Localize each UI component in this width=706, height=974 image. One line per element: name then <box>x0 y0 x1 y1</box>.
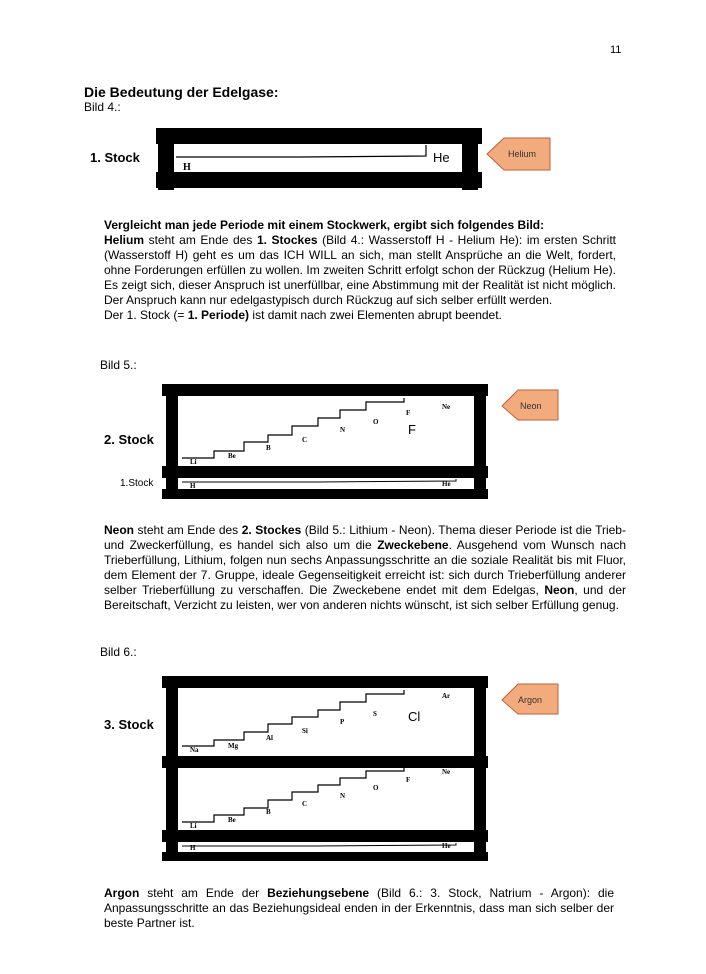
figure-5-caption: Bild 5.: <box>100 358 137 372</box>
fig5-big-F: F <box>408 422 416 437</box>
fig5-element-O: O <box>373 418 379 426</box>
fig6-element-Ar: Ar <box>442 692 451 700</box>
fig5-element-F: F <box>406 409 411 417</box>
fig6-element-B: B <box>266 808 271 816</box>
fig6-element-O: O <box>373 784 379 792</box>
section-heading: Die Bedeutung der Edelgase: <box>84 84 279 100</box>
fig6-element-P: P <box>340 718 345 726</box>
fig5-element-Li: Li <box>190 458 197 466</box>
figure-4-stock-label: 1. Stock <box>90 150 140 165</box>
fig6-element-Ne: Ne <box>442 768 451 776</box>
fig5-neon-arrow-icon <box>502 390 558 420</box>
fig5-element-He: He <box>442 480 451 488</box>
figure-6-caption: Bild 6.: <box>100 645 137 659</box>
paragraph-3: Argon steht am Ende der Beziehungsebene (Bild 6.: 3. Stock, Natrium - Argon): die Anpassungsschritte an das Beziehungsideal enden in der Erkenntnis, dass man sich selber der beste Partner ist. <box>104 886 615 930</box>
fig5-element-H: H <box>190 482 196 490</box>
fig6-argon-arrow-icon <box>502 684 558 714</box>
fig5-staircase <box>182 398 404 458</box>
paragraph-1-lead: Vergleicht man jede Periode mit einem Stockwerk, ergibt sich folgendes Bild: <box>104 218 545 232</box>
fig5-element-N: N <box>340 426 346 434</box>
fig4-top-beam <box>156 128 482 144</box>
svg-text:Neon: Neon <box>520 401 542 411</box>
svg-text:Helium: Helium <box>508 149 537 159</box>
fig5-element-Be: Be <box>228 452 236 460</box>
fig6-element-He: He <box>442 842 451 850</box>
fig6-middle-staircase <box>182 768 404 822</box>
fig4-helium-arrow-icon <box>487 138 550 170</box>
figure-4-diagram <box>150 124 560 200</box>
fig6-upper-staircase <box>182 690 404 746</box>
paragraph-1: Vergleicht man jede Periode mit einem Stockwerk, ergibt sich folgendes Bild: Helium steht am Ende des 1. Stockes (Bild 4.: Wasserstoff H - Helium He): im ersten Schritt (Wasserstoff H) geht es um das ICH WILL an sich, man stellt Ansprüche an die Welt, fordert, ohne Forderungen erfüllen zu wollen. Im zweiten Schritt erfolgt schon der Rückzug (Helium He). Es zeigt sich, dieser Anspruch ist unerfüllbar, eine Abstimmung mit der Realität ist nicht möglich. Der Anspruch kann nur edelgastypisch durch Rückzug auf sich selber erfüllt werden. Der 1. Stock (= 1. Periode) ist damit nach zwei Elementen abrupt beendet. <box>104 218 616 322</box>
figure-5-stock-label: 2. Stock <box>104 432 154 447</box>
fig5-element-B: B <box>266 444 271 452</box>
figure-5-diagram <box>156 376 576 500</box>
fig6-element-Si: Si <box>302 727 308 735</box>
fig4-right-post <box>462 128 478 190</box>
fig6-element-H: H <box>190 844 196 852</box>
fig6-element-N: N <box>340 792 346 800</box>
fig4-element-He: He <box>433 150 450 165</box>
fig5-element-Ne: Ne <box>442 403 451 411</box>
figure-5-lower-label: 1.Stock <box>120 478 154 489</box>
fig6-element-Na: Na <box>190 746 199 754</box>
fig6-element-C: C <box>302 800 308 808</box>
fig6-big-Cl: Cl <box>408 709 421 724</box>
fig6-element-Mg: Mg <box>228 742 239 750</box>
fig6-element-Be: Be <box>228 816 236 824</box>
fig4-left-post <box>158 128 174 190</box>
figure-4-caption: Bild 4.: <box>84 100 121 114</box>
fig6-element-Li: Li <box>190 822 197 830</box>
fig4-bottom-beam <box>156 172 482 188</box>
fig6-element-Al: Al <box>266 734 273 742</box>
page-number: 11 <box>610 44 622 56</box>
paragraph-2: Neon steht am Ende des 2. Stockes (Bild 5.: Lithium - Neon). Thema dieser Periode ist die Trieb- und Zweckerfüllung, es handel sich also um die Zweckebene. Ausgehend vom Wunsch nach Trieberfüllung, Lithium, folgen nun sechs Anpassungsschritte an die soziale Realität bis mit Fluor, dem Element der 7. Gruppe, ideale Gegenseitigkeit erreicht ist: sich durch Trieberfüllung anderer selber Trieberfüllung zu verschaffen. Die Zweckebene endet mit dem Edelgas, Neon, und der Bereitschaft, Verzicht zu leisten, wer von anderen nichts wünscht, ist sich selber Erfüllung genug. <box>104 523 627 612</box>
fig4-element-H: H <box>183 162 191 173</box>
fig6-element-F: F <box>406 776 411 784</box>
fig6-element-S: S <box>373 710 377 718</box>
fig5-element-C: C <box>302 436 308 444</box>
figure-6-diagram <box>156 672 576 862</box>
svg-text:Argon: Argon <box>518 695 543 705</box>
figure-6-stock-label: 3. Stock <box>104 717 154 732</box>
